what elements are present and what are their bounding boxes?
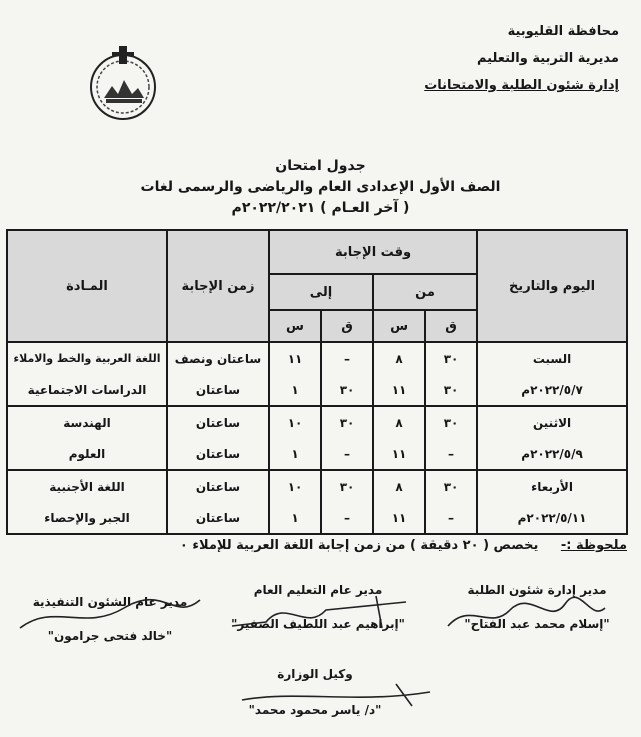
to-hour-cell [269,406,321,470]
document-title [0,156,641,219]
value: العلوم [68,446,106,461]
value: ساعتان [195,479,241,494]
department-name: إدارة شئون الطلبة والامتحانات [424,78,619,93]
title-line-2: الصف الأول الإعدادى العام والرياضى والرسمى لغات [140,179,501,195]
from-minute-cell [425,342,477,406]
value: ٣٠ [443,479,459,494]
exam-date: ٢٠٢٢/٥/٧م [521,382,583,397]
value: ٨ [395,415,403,430]
from-minute-cell [425,406,477,470]
subject-cell [7,342,167,406]
value: ١ [291,382,299,397]
header-subject: المـادة [7,230,167,342]
day-date-cell [477,470,627,534]
handwritten-signature-icon [440,596,610,636]
ministry-seal-icon [82,42,164,124]
signature-name: "خالد فتحى جرامون" [47,629,173,643]
value: ساعتان ونصف [174,351,262,366]
value: ٣٠ [443,382,459,397]
value: ١٠ [287,415,303,430]
signature-name: "د/ ياسر محمود محمد" [248,703,382,717]
day-name: السبت [532,351,572,366]
duration-cell [167,342,269,406]
day-name: الأربعاء [531,479,573,494]
title-line-3: ( آخر العـام ) ٢٠٢٢/٢٠٢١م [231,200,410,216]
value: ٨ [395,479,403,494]
note-label: ملحوظة :- [560,538,627,553]
note-text: يخصص ( ٢٠ دقيقة ) من زمن إجابة اللغة العربية للإملاء ٠ [179,538,539,553]
to-minute-cell [321,470,373,534]
header-from-hour: س [373,310,425,342]
value: ١٠ [287,479,303,494]
value: ساعتان [195,382,241,397]
header-to-minute: ق [321,310,373,342]
footnote [180,538,627,553]
signature-title: مدير عام الشئون التنفيذية [32,595,188,609]
to-hour-cell [269,342,321,406]
value: ١١ [391,446,407,461]
exam-schedule-table [6,229,628,535]
value: اللغة الأجنبية [49,479,125,494]
value: – [448,510,455,525]
value: ٣٠ [339,382,355,397]
value: ٣٠ [443,415,459,430]
from-minute-cell [425,470,477,534]
value: ١١ [391,382,407,397]
directorate-name: مديرية التربية والتعليم [476,51,619,66]
value: الدراسات الاجتماعية [27,382,147,397]
value: ١ [291,510,299,525]
value: اللغة العربية والخط والاملاء [13,351,161,365]
duration-cell [167,406,269,470]
directorate-header [399,18,619,99]
to-minute-cell [321,406,373,470]
day-date-cell [477,406,627,470]
value: ساعتان [195,415,241,430]
value: – [344,510,351,525]
signature-title: مدير عام التعليم العام [253,583,383,597]
from-hour-cell [373,470,425,534]
signature-title: مدير إدارة شئون الطلبة [467,583,607,597]
value: الجبر والإحصاء [44,510,130,525]
value: ١١ [391,510,407,525]
exam-date: ٢٠٢٢/٥/٩م [521,446,583,461]
value: ٣٠ [339,479,355,494]
signature-name: "إبراهيم عبد اللطيف الصفير" [231,617,405,631]
to-hour-cell [269,470,321,534]
handwritten-signature-icon [236,680,436,710]
header-from: من [373,274,477,310]
subject-cell [7,470,167,534]
value: ٨ [395,351,403,366]
signature-name: "إسلام محمد عبد الفتاح" [464,617,610,631]
from-hour-cell [373,406,425,470]
value: الهندسة [63,415,111,430]
to-minute-cell [321,342,373,406]
table-row [7,406,627,470]
value: ساعتان [195,446,241,461]
value: – [344,446,351,461]
handwritten-signature-icon [226,592,416,636]
header-duration: زمن الإجابة [167,230,269,342]
header-day-date: اليوم والتاريخ [477,230,627,342]
governorate-name: محافظة القليوبية [507,24,619,39]
value: ١١ [287,351,303,366]
header-from-minute: ق [425,310,477,342]
table-row [7,342,627,406]
duration-cell [167,470,269,534]
from-hour-cell [373,342,425,406]
header-answer-time: وقت الإجابة [269,230,477,274]
subject-cell [7,406,167,470]
signature-title: وكيل الوزارة [277,667,353,681]
value: – [448,446,455,461]
exam-date: ٢٠٢٢/٥/١١م [517,510,587,525]
day-name: الاثنين [532,415,572,430]
value: – [344,351,351,366]
day-date-cell [477,342,627,406]
value: ٣٠ [443,351,459,366]
value: ٣٠ [339,415,355,430]
table-row [7,470,627,534]
header-to: إلى [269,274,373,310]
value: ١ [291,446,299,461]
title-line-1: جدول امتحان [275,158,366,174]
handwritten-signature-icon [14,592,204,636]
header-to-hour: س [269,310,321,342]
value: ساعتان [195,510,241,525]
